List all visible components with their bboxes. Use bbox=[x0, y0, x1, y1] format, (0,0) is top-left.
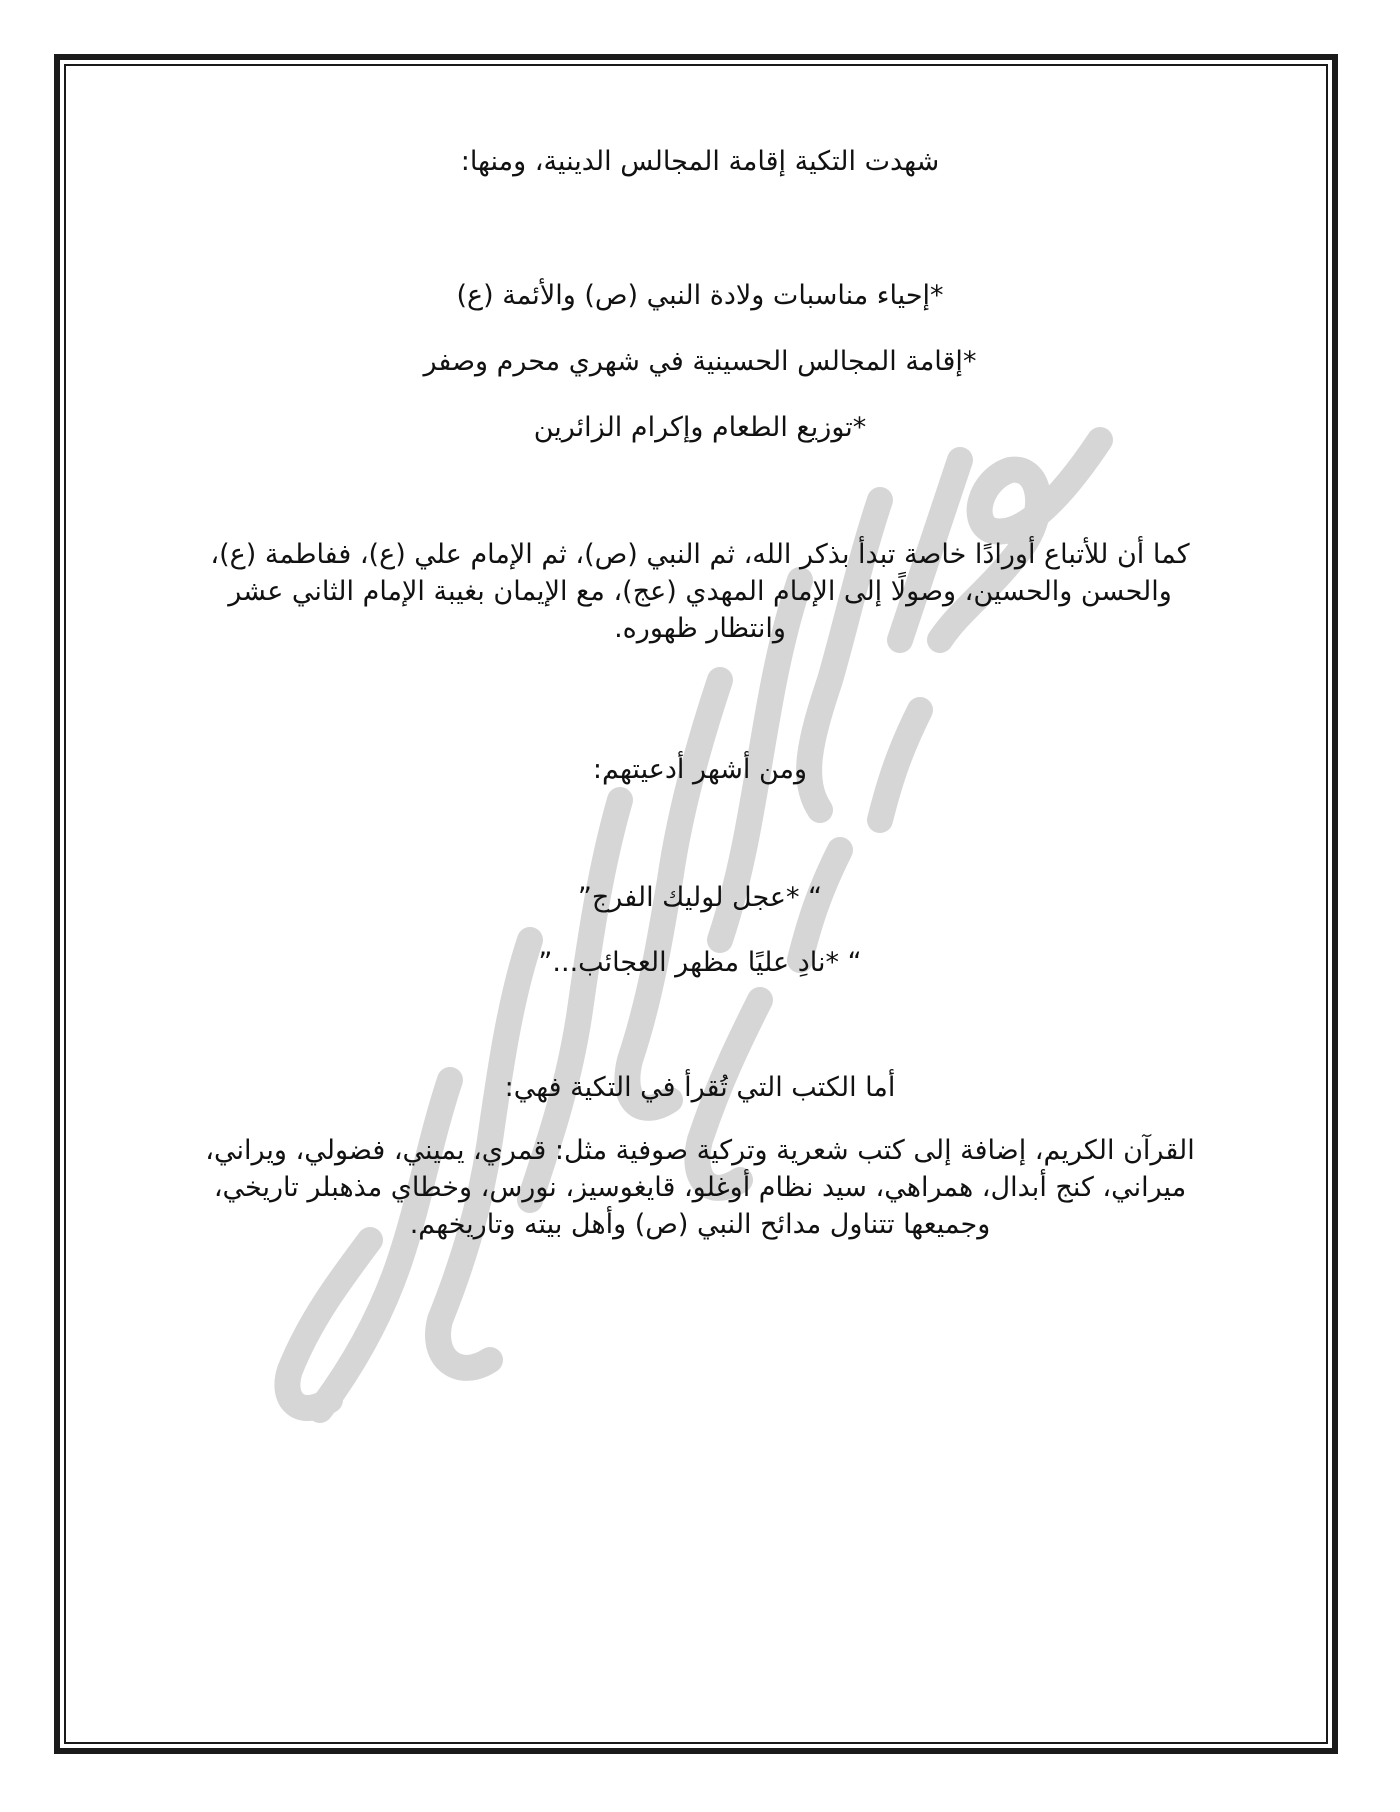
majalis-item: *إحياء مناسبات ولادة النبي (ص) والأئمة (ع) bbox=[456, 280, 944, 311]
awrad-line: كما أن للأتباع أورادًا خاصة تبدأ بذكر الله، ثم النبي (ص)، ثم الإمام علي (ع)، ففاطمة (ع)، bbox=[210, 539, 1190, 570]
majalis-item: *توزيع الطعام وإكرام الزائرين bbox=[533, 412, 867, 443]
books-line: ميراني، كنج أبدال، همراهي، سيد نظام أوغلو، قايغوسيز، نورس، وخطاي مذهبلر تاريخي، bbox=[213, 1172, 1187, 1203]
duaa-item: “ *عجل لوليك الفرج” bbox=[577, 882, 823, 913]
books-line: القرآن الكريم، إضافة إلى كتب شعرية وتركية صوفية مثل: قمري، يميني، فضولي، ويراني، bbox=[205, 1135, 1195, 1166]
duaa-heading: ومن أشهر أدعيتهم: bbox=[592, 754, 808, 785]
majalis-item: *إقامة المجالس الحسينية في شهري محرم وصفر bbox=[423, 346, 977, 377]
document-body bbox=[150, 0, 1250, 1812]
intro-heading: شهدت التكية إقامة المجالس الدينية، ومنها: bbox=[460, 146, 940, 177]
awrad-line: وانتظار ظهوره. bbox=[614, 613, 786, 644]
books-heading: أما الكتب التي تُقرأ في التكية فهي: bbox=[504, 1072, 896, 1103]
awrad-paragraph bbox=[150, 536, 1250, 647]
books-paragraph bbox=[150, 1132, 1250, 1243]
books-line: وجميعها تتناول مدائح النبي (ص) وأهل بيته وتاريخهم. bbox=[409, 1209, 991, 1240]
duaa-item: “ *نادِ عليًا مظهر العجائب...” bbox=[538, 947, 862, 978]
awrad-line: والحسن والحسين، وصولًا إلى الإمام المهدي (عج)، مع الإيمان بغيبة الإمام الثاني عشر bbox=[228, 576, 1172, 607]
